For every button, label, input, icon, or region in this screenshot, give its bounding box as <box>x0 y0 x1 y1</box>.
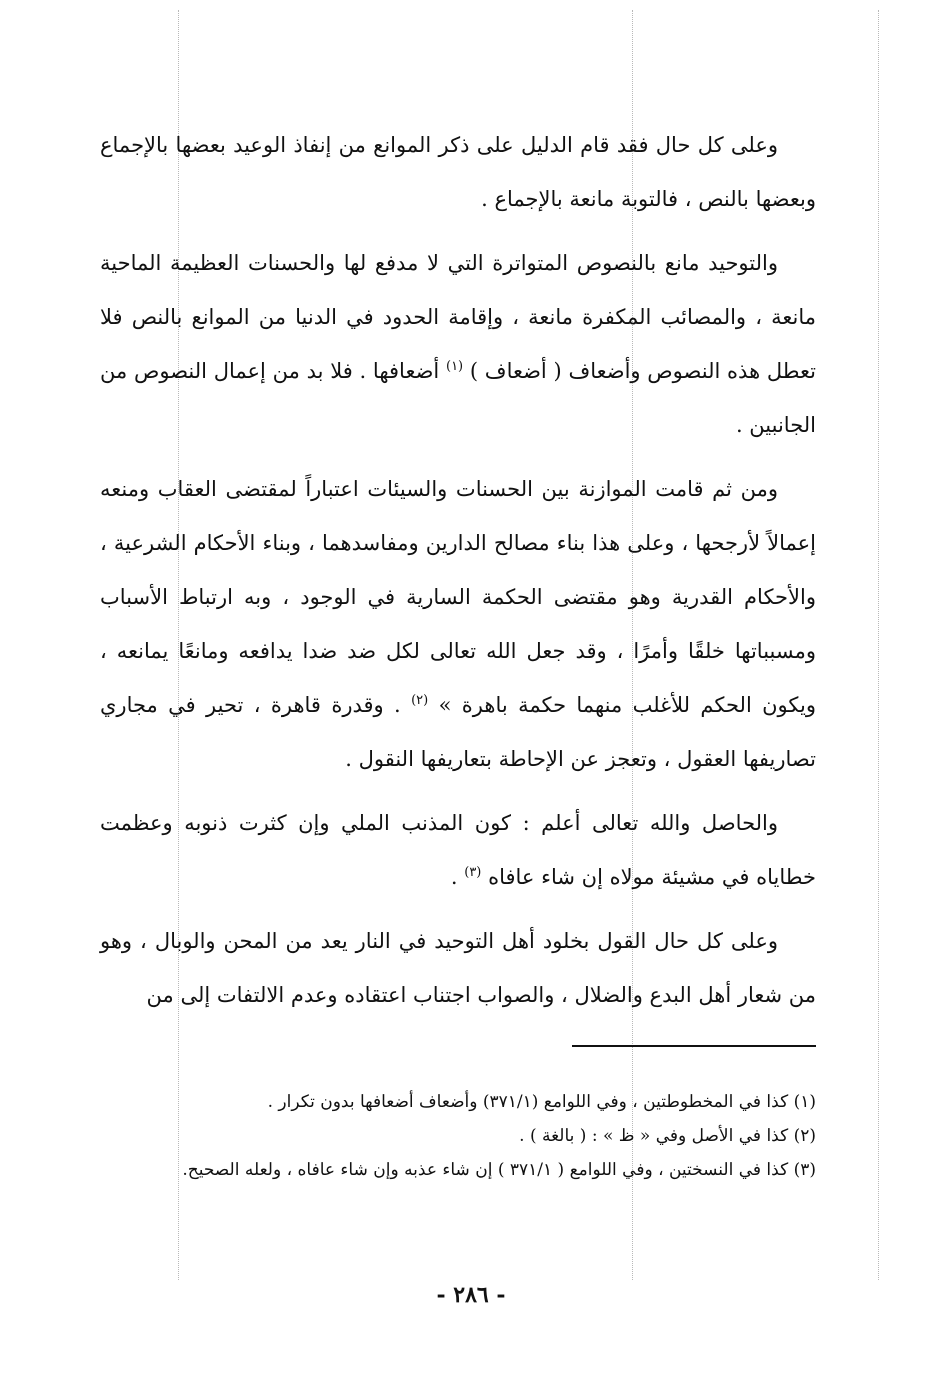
footnote-ref-2[interactable]: (٢) <box>411 693 429 708</box>
paragraph-4: والحاصل والله تعالى أعلم : كون المذنب الملي وإن كثرت ذنوبه وعظمت خطاياه في مشيئة مولاه إن شاء عافاه $^{(٣)}$ . <box>100 811 816 889</box>
footnote-ref-3[interactable]: (٣) <box>464 865 482 880</box>
footnote-divider <box>572 1045 816 1047</box>
paragraph-5: وعلى كل حال القول بخلود أهل التوحيد في النار يعد من المحن والوبال ، وهو من شعار أهل البدع والضلال ، والصواب اجتناب اعتقاده وعدم الالتفات إلى من <box>100 929 816 1007</box>
footnotes <box>100 1085 816 1187</box>
footnote-ref-1[interactable]: (١) <box>445 359 464 374</box>
paragraph-3: ومن ثم قامت الموازنة بين الحسنات والسيئات اعتباراً لمقتضى العقاب ومنعه إعمالاً لأرجحها ، وعلى هذا بناء مصالح الدارين ومفاسدهما ، وبناء الأحكام الشرعية ، والأحكام القدرية وهو مقتضى الحكمة السارية في الوجود ، وبه ارتباط الأسباب ومسبباتها خلقًا وأمرًا ، وقد جعل الله تعالى لكل ضد ضدا يدافعه ومانعًا يمانعه ، ويكون الحكم للأغلب منهما حكمة باهرة » $^{(٢)}$ . وقدرة قاهرة ، تحير في مجاري تصاريفها العقول ، وتعجز عن الإحاطة بتعاريفها النقول . <box>100 477 816 771</box>
footnote-3: (٣) كذا في النسختين ، وفي اللوامع ( ٣٧١/١ ) إن شاء عذبه وإن شاء عافاه ، ولعله الصحيح. <box>182 1160 816 1180</box>
main-text <box>100 118 816 1032</box>
paragraph-2: والتوحيد مانع بالنصوص المتواترة التي لا مدفع لها والحسنات العظيمة الماحية مانعة ، والمصائب المكفرة مانعة ، وإقامة الحدود في الدنيا من الموانع بالنص فلا تعطل هذه النصوص وأضعاف ( أضعاف ) $^{(١)}$ أضعافها . فلا بد من إعمال النصوص من الجانبين . <box>100 251 816 437</box>
footnote-2: (٢) كذا في الأصل وفي « ظ » : ( بالغة ) . <box>519 1126 816 1146</box>
scan-artifact-line <box>878 10 880 1280</box>
page-number: - ٢٨٦ - <box>436 1282 506 1308</box>
paragraph-1: وعلى كل حال فقد قام الدليل على ذكر الموانع من إنفاذ الوعيد بعضها بالإجماع وبعضها بالنص ، فالتوبة مانعة بالإجماع . <box>100 133 816 211</box>
footnote-1: (١) كذا في المخطوطتين ، وفي اللوامع (٣٧١/١) وأضعاف أضعافها بدون تكرار . <box>267 1092 816 1112</box>
